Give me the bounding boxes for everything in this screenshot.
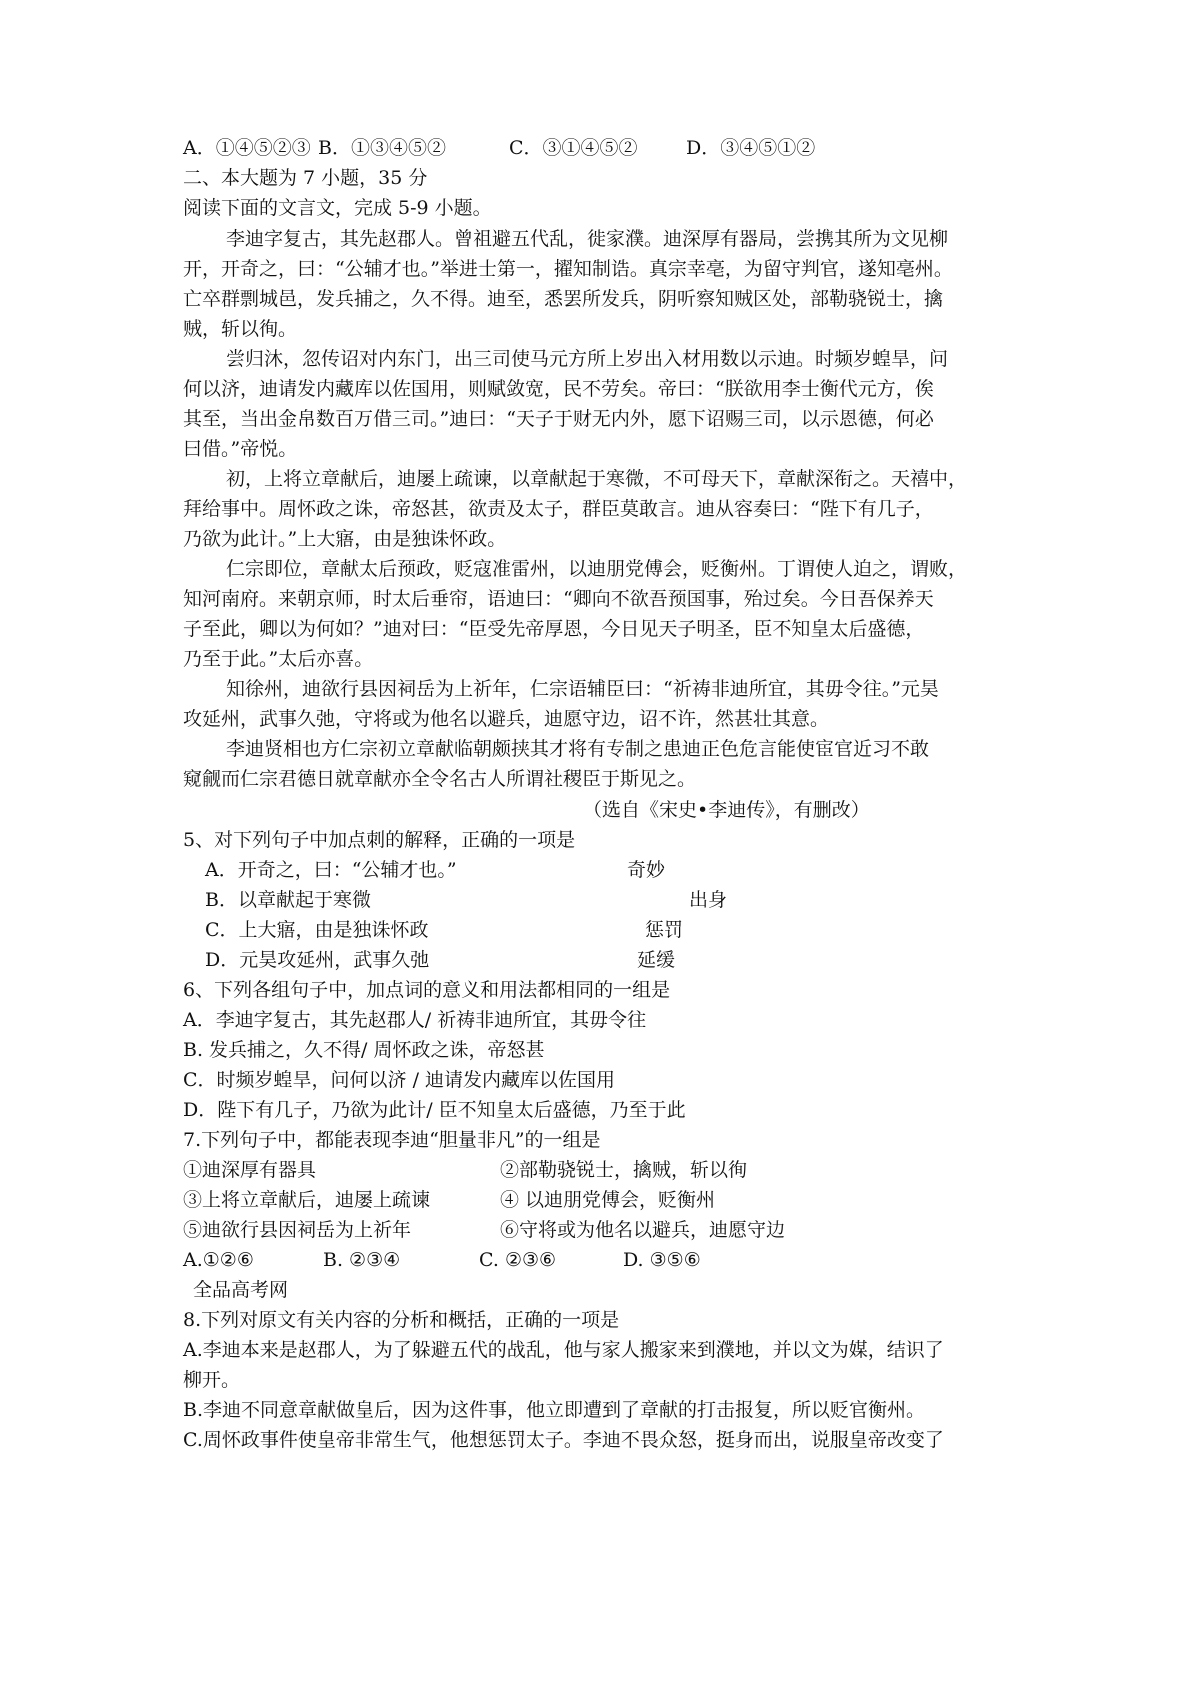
- q4-option-c: C．③①④⑤②: [509, 137, 638, 159]
- q8-option-a: A.李迪本来是赵郡人，为了躲避五代的战乱，他与家人搬家来到濮地，并以文为媒，结识了: [183, 1339, 944, 1361]
- passage-line: 知徐州，迪欲行县因祠岳为上祈年，仁宗语辅臣曰：“祈祷非迪所宜，其毋令往。”元昊: [226, 678, 939, 700]
- passage-line: 知河南府。来朝京师，时太后垂帘，语迪曰：“卿向不欲吾预国事，殆过矣。今日吾保养天: [183, 588, 934, 610]
- q7-statement: ①迪深厚有器具: [183, 1159, 317, 1181]
- q7-statement: ⑤迪欲行县因祠岳为上祈年: [183, 1219, 412, 1241]
- q5-item-gloss: 延缓: [637, 949, 676, 971]
- passage-line: 曰借。”帝悦。: [183, 438, 298, 460]
- q5-item: [205, 945, 805, 975]
- passage-line: 乃欲为此计。”上大寤，由是独诛怀政。: [183, 528, 507, 550]
- q4-option-a: A．①④⑤②③: [183, 137, 311, 159]
- passage-line: 亡卒群剽城邑，发兵捕之，久不得。迪至，悉罢所发兵，阴听察知贼区处，部勒骁锐士，擒: [183, 288, 944, 310]
- q5-item-text: A．开奇之，曰：“公辅才也。”: [205, 859, 457, 881]
- q7-option-c: C. ②③⑥: [479, 1249, 557, 1271]
- q6-item: C．时频岁蝗旱，问何以济 / 迪请发内藏库以佐国用: [183, 1069, 616, 1091]
- q4-options: [183, 133, 943, 163]
- q5-item-text: C．上大寤，由是独诛怀政: [205, 919, 429, 941]
- q7-option-a: A.①②⑥: [183, 1249, 254, 1271]
- q4-option-b: B．①③④⑤②: [318, 137, 446, 159]
- q7-statement: ⑥守将或为他名以避兵，迪愿守边: [500, 1219, 786, 1241]
- passage-line: 尝归沐，忽传诏对内东门，出三司使马元方所上岁出入材用数以示迪。时频岁蝗旱，问: [226, 348, 949, 370]
- reading-instruction: 阅读下面的文言文，完成 5-9 小题。: [183, 197, 492, 219]
- passage-line: 初，上将立章献后，迪屡上疏谏，以章献起于寒微，不可母天下，章献深衔之。天禧中，: [226, 468, 968, 490]
- q7-stem: 7.下列句子中，都能表现李迪“胆量非凡”的一组是: [183, 1129, 601, 1151]
- q8-stem: 8.下列对原文有关内容的分析和概括，正确的一项是: [183, 1309, 620, 1331]
- passage-line: 李迪字复古，其先赵郡人。曾祖避五代乱，徙家濮。迪深厚有器局，尝携其所为文见柳: [226, 228, 949, 250]
- q8-option-a-cont: 柳开。: [183, 1369, 241, 1391]
- q5-item-gloss: 出身: [689, 889, 728, 911]
- passage-line: 攻延州，武事久弛，守将或为他名以避兵，迪愿守边，诏不许，然甚壮其意。: [183, 708, 830, 730]
- q7-option-b: B. ②③④: [323, 1249, 401, 1271]
- q5-item: [205, 885, 805, 915]
- passage-line: 其至，当出金帛数百万借三司。”迪曰：“天子于财无内外，愿下诏赐三司，以示恩德，何必: [183, 408, 934, 430]
- q6-item: A．李迪字复古，其先赵郡人/ 祈祷非迪所宜，其毋令往: [183, 1009, 647, 1031]
- q5-item-gloss: 惩罚: [645, 919, 684, 941]
- passage-line: 拜给事中。周怀政之诛，帝怒甚，欲责及太子，群臣莫敢言。迪从容奏曰：“陛下有几子，: [183, 498, 934, 520]
- q6-item: D．陛下有几子，乃欲为此计/ 臣不知皇太后盛德，乃至于此: [183, 1099, 686, 1121]
- q7-options: [183, 1245, 783, 1275]
- q7-option-d: D. ③⑤⑥: [623, 1249, 701, 1271]
- q5-item: [205, 855, 805, 885]
- section-title: 二、本大题为 7 小题，35 分: [183, 167, 428, 189]
- passage-line: 窥觎而仁宗君德日就章献亦全令名古人所谓社稷臣于斯见之。: [183, 768, 697, 790]
- q6-stem: 6、下列各组句子中，加点词的意义和用法都相同的一组是: [183, 979, 671, 1001]
- passage-source: （选自《宋史•李迪传》，有删改）: [583, 799, 870, 821]
- passage-line: 仁宗即位，章献太后预政，贬寇准雷州，以迪朋党傅会，贬衡州。丁谓使人迫之，谓败，: [226, 558, 968, 580]
- q7-statement: ②部勒骁锐士，擒贼，斩以徇: [500, 1159, 748, 1181]
- passage-line: 何以济，迪请发内藏库以佐国用，则赋敛宽，民不劳矣。帝曰：“朕欲用李士衡代元方，俟: [183, 378, 934, 400]
- q4-option-d: D．③④⑤①②: [686, 137, 816, 159]
- q7-statement: ③上将立章献后，迪屡上疏谏: [183, 1189, 431, 1211]
- q5-stem: 5、对下列句子中加点刺的解释，正确的一项是: [183, 829, 576, 851]
- passage-line: 贼，斩以徇。: [183, 318, 298, 340]
- q7-row: [183, 1185, 883, 1215]
- passage-line: 开，开奇之，曰：“公辅才也。”举进士第一，擢知制诰。真宗幸亳，为留守判官，遂知亳州。: [183, 258, 953, 280]
- q8-option-c: C.周怀政事件使皇帝非常生气，他想惩罚太子。李迪不畏众怒，挺身而出，说服皇帝改变了: [183, 1429, 944, 1451]
- passage-line: 子至此，卿以为何如？”迪对曰：“臣受先帝厚恩，今日见天子明圣，臣不知皇太后盛德，: [183, 618, 925, 640]
- q7-row: [183, 1155, 883, 1185]
- q8-option-b: B.李迪不同意章献做皇后，因为这件事，他立即遭到了章献的打击报复，所以贬官衡州。: [183, 1399, 926, 1421]
- passage-line: 乃至于此。”太后亦喜。: [183, 648, 374, 670]
- q7-row: [183, 1215, 883, 1245]
- q5-item-text: D．元昊攻延州，武事久弛: [205, 949, 430, 971]
- q5-item-text: B．以章献起于寒微: [205, 889, 371, 911]
- passage-line: 李迪贤相也方仁宗初立章献临朝颇挟其才将有专制之患迪正色危言能使宦官近习不敢: [226, 738, 930, 760]
- q6-item: B. 发兵捕之，久不得/ 周怀政之诛，帝怒甚: [183, 1039, 545, 1061]
- q5-item-gloss: 奇妙: [627, 859, 666, 881]
- q5-item: [205, 915, 805, 945]
- q7-statement: ④ 以迪朋党傅会，贬衡州: [500, 1189, 716, 1211]
- site-note: 全品高考网: [193, 1279, 289, 1301]
